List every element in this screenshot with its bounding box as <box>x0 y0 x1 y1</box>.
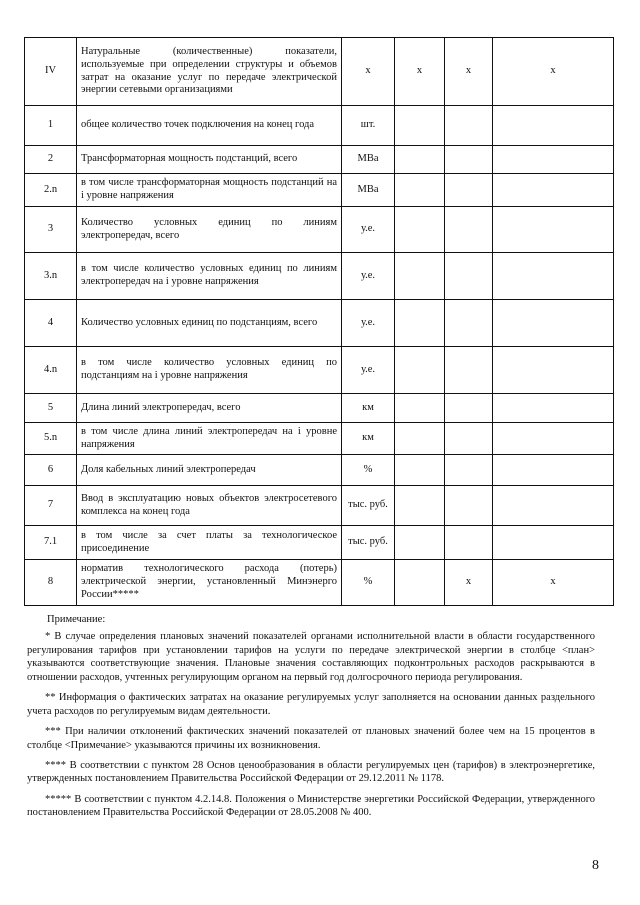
row-name: в том числе длина линий электропередач на i уровне напряжения <box>77 423 342 455</box>
row-cell-3: х <box>493 38 614 106</box>
row-unit: у.е. <box>342 300 395 347</box>
row-cell-3 <box>493 253 614 300</box>
notes-title: Примечание: <box>47 614 106 625</box>
row-cell-2 <box>445 174 493 207</box>
row-unit: у.е. <box>342 347 395 394</box>
page-number: 8 <box>592 858 599 873</box>
row-cell-2 <box>445 300 493 347</box>
table-row <box>25 526 614 560</box>
row-number: 7 <box>25 486 77 526</box>
row-number: 5 <box>25 394 77 423</box>
row-unit: х <box>342 38 395 106</box>
row-cell-2 <box>445 347 493 394</box>
row-number: 1 <box>25 106 77 146</box>
row-cell-1 <box>395 106 445 146</box>
row-number: 2 <box>25 146 77 174</box>
note-3: *** При наличии отклонений фактических значений показателей от плановых значений более чем на 15 процентов в столбце <Примечание> указываются причины их возникновения. <box>27 726 595 751</box>
row-cell-3 <box>493 423 614 455</box>
row-cell-2 <box>445 106 493 146</box>
row-number: 6 <box>25 455 77 486</box>
row-cell-1 <box>395 347 445 394</box>
table-row <box>25 38 614 106</box>
row-name: Количество условных единиц по линиям электропередач, всего <box>77 207 342 253</box>
row-unit: % <box>342 455 395 486</box>
table-row <box>25 253 614 300</box>
row-cell-2 <box>445 207 493 253</box>
table-row <box>25 174 614 207</box>
row-unit: шт. <box>342 106 395 146</box>
row-unit: у.е. <box>342 253 395 300</box>
row-number: 3 <box>25 207 77 253</box>
row-cell-2: х <box>445 560 493 606</box>
row-cell-1 <box>395 423 445 455</box>
row-cell-1 <box>395 394 445 423</box>
row-name: Длина линий электропередач, всего <box>77 394 342 423</box>
table-row <box>25 207 614 253</box>
table-row <box>25 347 614 394</box>
row-cell-2 <box>445 146 493 174</box>
row-cell-3 <box>493 347 614 394</box>
row-number: 3.n <box>25 253 77 300</box>
row-name: Количество условных единиц по подстанциям, всего <box>77 300 342 347</box>
row-name: Натуральные (количественные) показатели, используемые при определении структуры и объемов затрат на оказание услуг по передаче электрической энергии сетевыми организациями <box>77 38 342 106</box>
row-number: IV <box>25 38 77 106</box>
row-name: в том числе трансформаторная мощность подстанций на i уровне напряжения <box>77 174 342 207</box>
row-unit: МВа <box>342 174 395 207</box>
table-row <box>25 394 614 423</box>
row-unit: тыс. руб. <box>342 526 395 560</box>
row-unit: км <box>342 423 395 455</box>
row-cell-3 <box>493 486 614 526</box>
notes-section <box>27 613 595 827</box>
row-cell-2 <box>445 455 493 486</box>
table-row <box>25 300 614 347</box>
row-number: 2.n <box>25 174 77 207</box>
row-unit: тыс. руб. <box>342 486 395 526</box>
row-unit: км <box>342 394 395 423</box>
table-row <box>25 106 614 146</box>
row-cell-1 <box>395 486 445 526</box>
row-name: Ввод в эксплуатацию новых объектов электросетевого комплекса на конец года <box>77 486 342 526</box>
note-2: ** Информация о фактических затратах на оказание регулируемых услуг заполняется на основании данных раздельного учета расходов по регулируемым видам деятельности. <box>27 692 595 717</box>
row-number: 5.n <box>25 423 77 455</box>
note-1: * В случае определения плановых значений показателей органами исполнительной власти в области государственного регулирования тарифов при установлении тарифов на услуги по передаче электрической энергии в столбце <план> указываются соответствующие значения. Плановые значения составляющих подконтрольных расходов раскрываются в отношении расходов, учтенных регулирующим органом на первый год долгосрочного периода регулирования. <box>27 631 595 683</box>
row-number: 4 <box>25 300 77 347</box>
row-name: в том числе за счет платы за технологическое присоединение <box>77 526 342 560</box>
note-5: ***** В соответствии с пунктом 4.2.14.8. Положения о Министерстве энергетики Российской Федерации, утвержденного постановлением Правительства Российской Федерации от 28.05.2008 № 400. <box>27 793 595 819</box>
table-row <box>25 146 614 174</box>
row-name: Доля кабельных линий электропередач <box>77 455 342 486</box>
row-cell-1 <box>395 174 445 207</box>
row-cell-2 <box>445 526 493 560</box>
row-cell-1 <box>395 300 445 347</box>
row-cell-1: х <box>395 38 445 106</box>
row-cell-3 <box>493 174 614 207</box>
table-row <box>25 560 614 606</box>
row-cell-3 <box>493 526 614 560</box>
row-cell-2: х <box>445 38 493 106</box>
row-cell-1 <box>395 455 445 486</box>
row-cell-1 <box>395 526 445 560</box>
row-cell-3 <box>493 146 614 174</box>
row-cell-2 <box>445 253 493 300</box>
row-cell-3 <box>493 394 614 423</box>
row-unit: МВа <box>342 146 395 174</box>
row-cell-3: х <box>493 560 614 606</box>
indicators-table <box>24 37 614 606</box>
row-cell-2 <box>445 486 493 526</box>
row-cell-3 <box>493 207 614 253</box>
row-name: норматив технологического расхода (потерь) электрической энергии, установленный Минэнерго России***** <box>77 560 342 606</box>
table-row <box>25 423 614 455</box>
row-number: 7.1 <box>25 526 77 560</box>
row-cell-2 <box>445 394 493 423</box>
row-name: Трансформаторная мощность подстанций, всего <box>77 146 342 174</box>
row-name: общее количество точек подключения на конец года <box>77 106 342 146</box>
row-cell-1 <box>395 560 445 606</box>
row-unit: у.е. <box>342 207 395 253</box>
row-unit: % <box>342 560 395 606</box>
row-name: в том числе количество условных единиц по линиям электропередач на i уровне напряжения <box>77 253 342 300</box>
row-cell-3 <box>493 106 614 146</box>
row-cell-1 <box>395 207 445 253</box>
row-number: 8 <box>25 560 77 606</box>
row-cell-1 <box>395 146 445 174</box>
row-cell-1 <box>395 253 445 300</box>
row-cell-2 <box>445 423 493 455</box>
row-cell-3 <box>493 300 614 347</box>
row-name: в том числе количество условных единиц по подстанциям на i уровне напряжения <box>77 347 342 394</box>
note-4: **** В соответствии с пунктом 28 Основ ценообразования в области регулируемых цен (тарифов) в электроэнергетике, утвержденных постановлением Правительства Российской Федерации от 29.12.2011 № 1178. <box>27 759 595 785</box>
row-cell-3 <box>493 455 614 486</box>
table-row <box>25 486 614 526</box>
table-row <box>25 455 614 486</box>
row-number: 4.n <box>25 347 77 394</box>
